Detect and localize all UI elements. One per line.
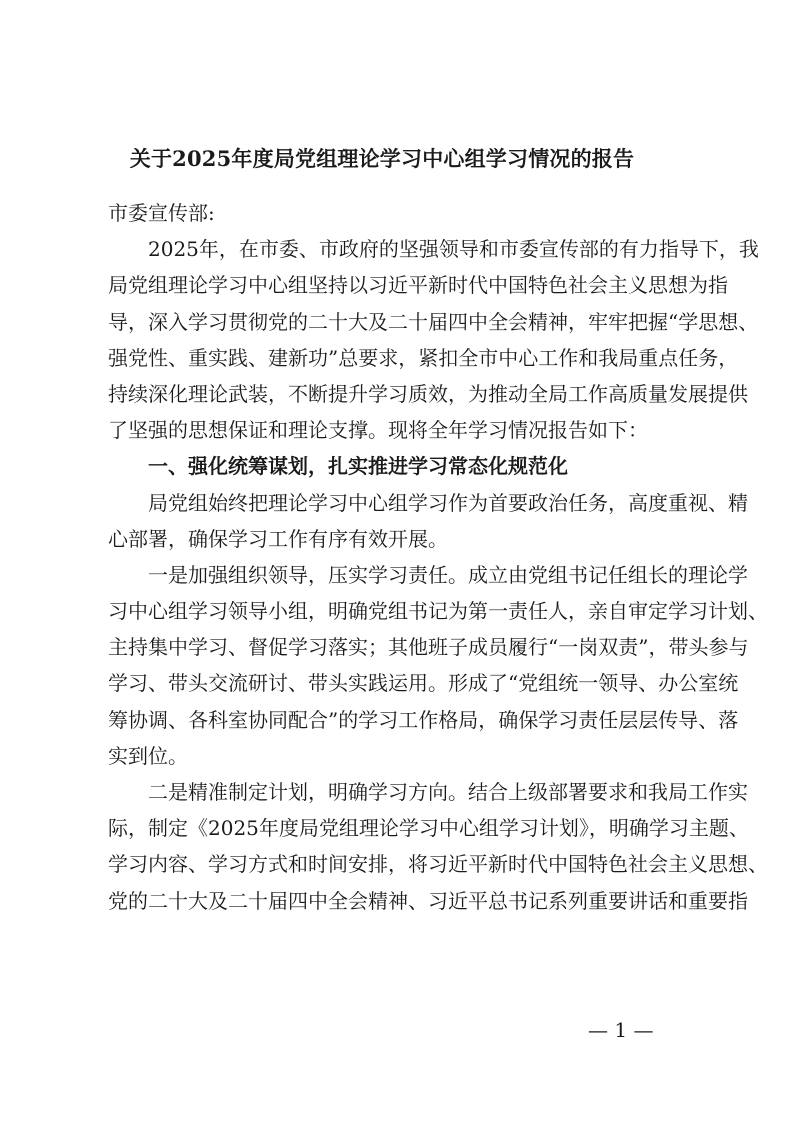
page-number: — 1 — [588,1018,654,1042]
text-line: 了坚强的思想保证和理论支撑。现将全年学习情况报告如下： [108,418,648,443]
text-line: 学习、带头交流研讨、带头实践运用。形成了“党组统一领导、办公室统 [108,671,739,696]
text-line: 党的二十大及二十届四中全会精神、习近平总书记系列重要讲话和重要指 [108,888,748,913]
text-line: 导，深入学习贯彻党的二十大及二十届四中全会精神，牢牢把握“学思想、 [108,309,759,334]
text-line: 局党组始终把理论学习中心组学习作为首要政治任务，高度重视、精 [148,490,748,515]
text-line: 强党性、重实践、建新功”总要求，紧扣全市中心工作和我局重点任务， [108,345,739,370]
text-line: 主持集中学习、督促学习落实；其他班子成员履行“一岗双责”，带头参与 [108,635,749,660]
text-line: 持续深化理论武装，不断提升学习质效，为推动全局工作高质量发展提供 [108,381,748,406]
text-line: 局党组理论学习中心组坚持以习近平新时代中国特色社会主义思想为指 [108,273,728,298]
text-line: 实到位。 [108,743,188,768]
text-line: 心部署，确保学习工作有序有效开展。 [108,526,448,551]
section-heading: 一、强化统筹谋划，扎实推进学习常态化规范化 [148,454,568,479]
text-line: 二是精准制定计划，明确学习方向。结合上级部署要求和我局工作实 [148,780,748,804]
text-line: 2025年，在市委、市政府的坚强领导和市委宣传部的有力指导下，我 [148,237,759,262]
text-line: 学习内容、学习方式和时间安排，将习近平新时代中国特色社会主义思想、 [108,852,768,877]
text-line: 筹协调、各科室协同配合”的学习工作格局，确保学习责任层层传导、落 [108,707,739,732]
text-line: 市委宣传部: [108,201,215,225]
text-line: 习中心组学习领导小组，明确党组书记为第一责任人，亲自审定学习计划、 [108,599,768,624]
document-title-text: 关于2025年度局党组理论学习中心组学习情况的报告 [129,146,635,171]
document-body [108,198,768,922]
text-line: 一是加强组织领导，压实学习责任。成立由党组书记任组长的理论学 [148,562,748,587]
text-line: 际，制定《2025年度局党组理论学习中心组学习计划》，明确学习主题、 [108,816,749,841]
document-title [0,143,794,173]
